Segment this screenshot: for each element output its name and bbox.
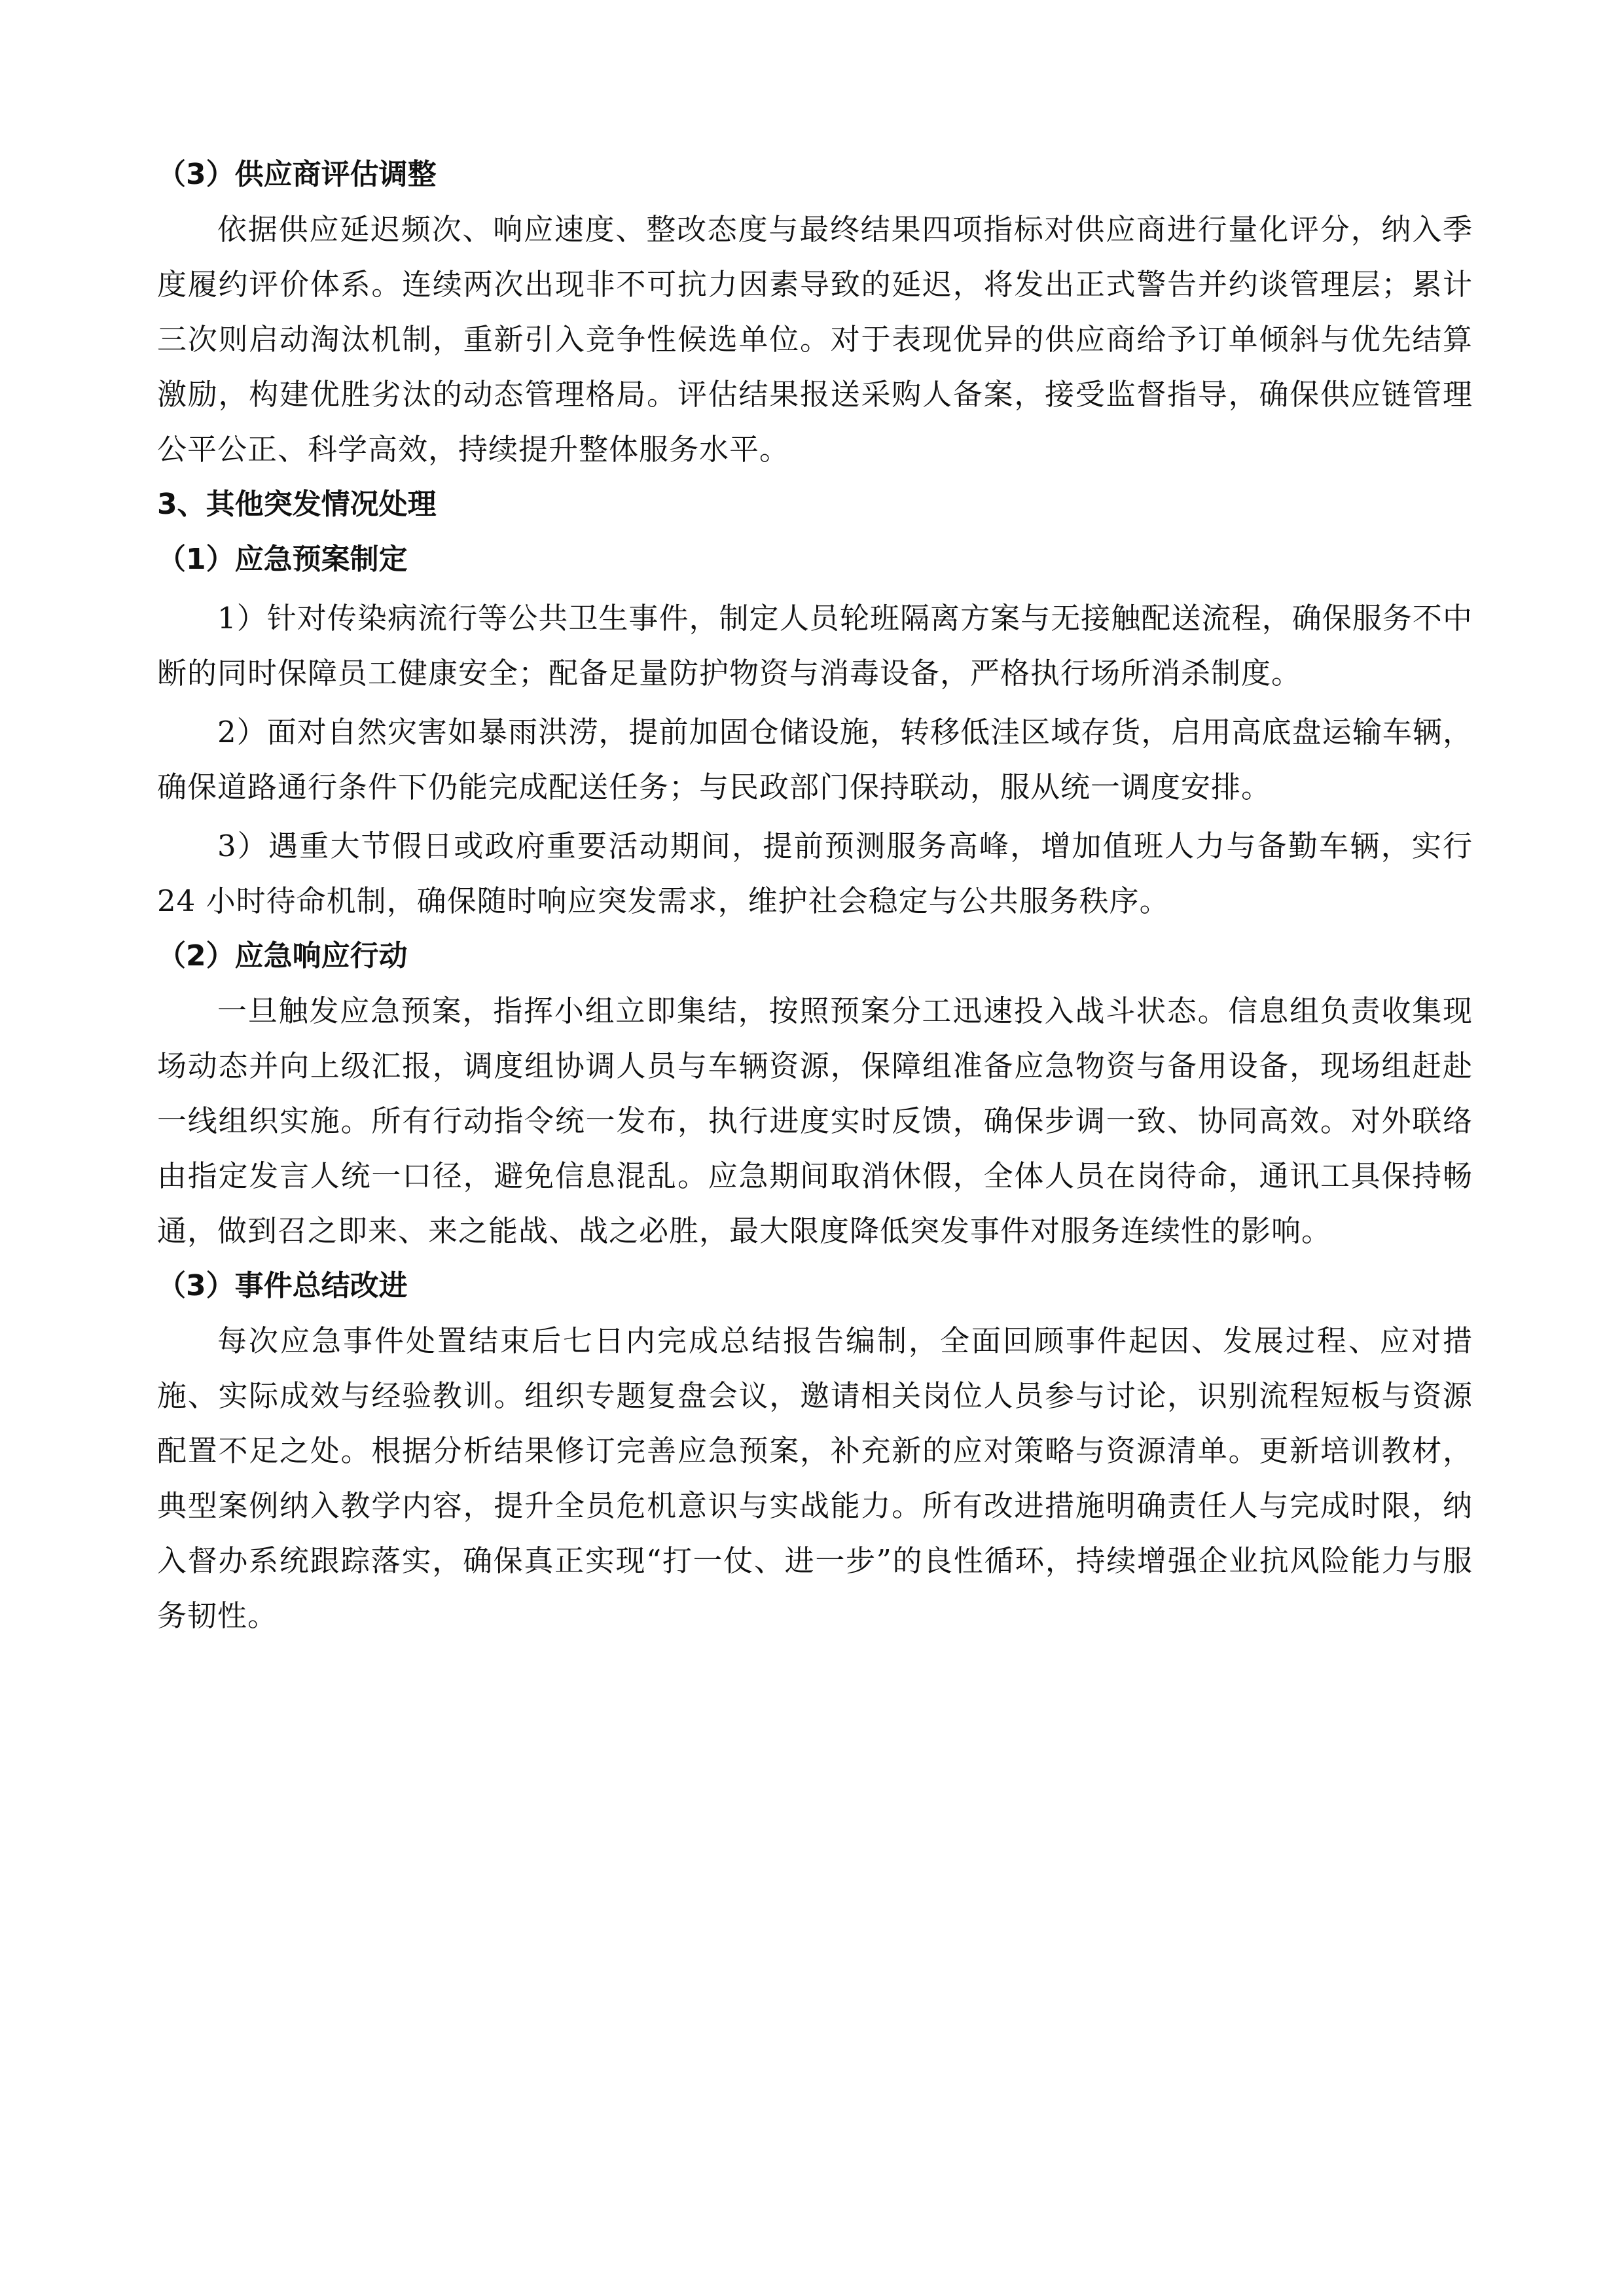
paragraph-emergency-plan-3: 3）遇重大节假日或政府重要活动期间，提前预测服务高峰，增加值班人力与备勤车辆，实行 24 小时待命机制，确保随时响应突发需求，维护社会稳定与公共服务秩序。 [157, 829, 1473, 918]
section-heading-other-emergencies: 3、其他突发情况处理 [157, 488, 437, 521]
paragraph-supplier-evaluation: 依据供应延迟频次、响应速度、整改态度与最终结果四项指标对供应商进行量化评分，纳入季度履约评价体系。连续两次出现非不可抗力因素导致的延迟，将发出正式警告并约谈管理层；累计三次则启动淘汰机制，重新引入竞争性候选单位。对于表现优异的供应商给予订单倾斜与优先结算激励，构建优胜劣汰的动态管理格局。评估结果报送采购人备案，接受监督指导，确保供应链管理公平公正、科学高效，持续提升整体服务水平。 [157, 212, 1473, 467]
paragraph-event-summary: 每次应急事件处置结束后七日内完成总结报告编制，全面回顾事件起因、发展过程、应对措施、实际成效与经验教训。组织专题复盘会议，邀请相关岗位人员参与讨论，识别流程短板与资源配置不足之处。根据分析结果修订完善应急预案，补充新的应对策略与资源清单。更新培训教材，典型案例纳入教学内容，提升全员危机意识与实战能力。所有改进措施明确责任人与完成时限，纳入督办系统跟踪落实，确保真正实现“打一仗、进一步”的良性循环，持续增强企业抗风险能力与服务韧性。 [157, 1323, 1473, 1633]
section-heading-event-summary: （3）事件总结改进 [157, 1269, 408, 1302]
paragraph-emergency-plan-2: 2）面对自然灾害如暴雨洪涝，提前加固仓储设施，转移低洼区域存货，启用高底盘运输车辆，确保道路通行条件下仍能完成配送任务；与民政部门保持联动，服从统一调度安排。 [157, 715, 1473, 804]
section-heading-emergency-plan: （1）应急预案制定 [157, 543, 408, 576]
section-heading-supplier-evaluation: （3）供应商评估调整 [157, 158, 437, 191]
paragraph-emergency-plan-1: 1）针对传染病流行等公共卫生事件，制定人员轮班隔离方案与无接触配送流程，确保服务不中断的同时保障员工健康安全；配备足量防护物资与消毒设备，严格执行场所消杀制度。 [157, 601, 1473, 691]
document-body [157, 147, 1473, 1643]
section-heading-emergency-response: （2）应急响应行动 [157, 939, 408, 973]
paragraph-emergency-response: 一旦触发应急预案，指挥小组立即集结，按照预案分工迅速投入战斗状态。信息组负责收集现场动态并向上级汇报，调度组协调人员与车辆资源，保障组准备应急物资与备用设备，现场组赶赴一线组织实施。所有行动指令统一发布，执行进度实时反馈，确保步调一致、协同高效。对外联络由指定发言人统一口径，避免信息混乱。应急期间取消休假，全体人员在岗待命，通讯工具保持畅通，做到召之即来、来之能战、战之必胜，最大限度降低突发事件对服务连续性的影响。 [157, 994, 1473, 1248]
